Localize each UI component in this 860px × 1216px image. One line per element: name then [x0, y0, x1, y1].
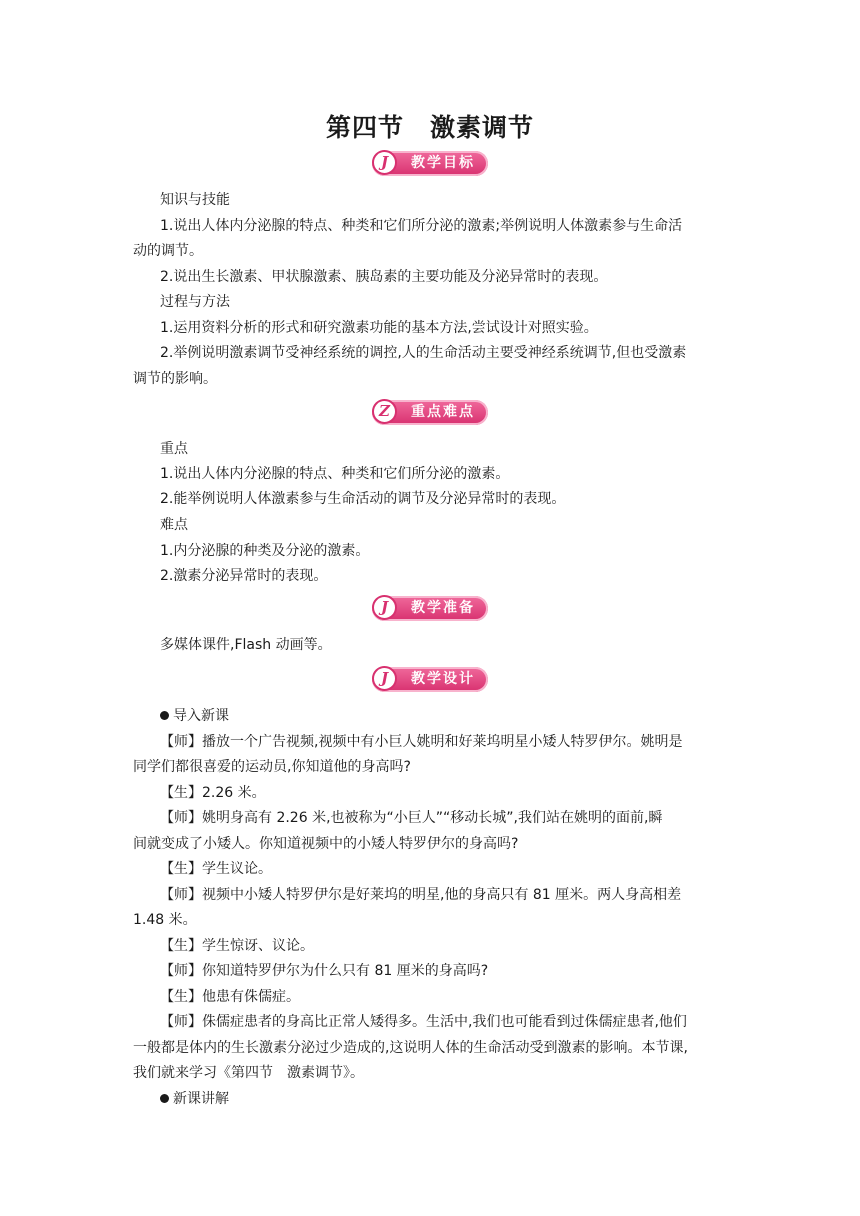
section-label: 导入新课: [173, 708, 229, 724]
paragraph-line: 【师】视频中小矮人特罗伊尔是好莱坞的明星,他的身高只有 81 厘米。两人身高相差: [160, 887, 682, 903]
banner-label: 教学目标: [411, 155, 475, 171]
paragraph-line: 2.举例说明激素调节受神经系统的调控,人的生命活动主要受神经系统调节,但也受激素: [160, 345, 687, 361]
paragraph-line: 动的调节。: [133, 243, 203, 259]
section-banner-teaching-design: [372, 667, 488, 692]
paragraph-line: 1.48 米。: [133, 912, 197, 928]
paragraph-line: 【生】学生惊讶、议论。: [160, 938, 314, 954]
paragraph-line: 【师】播放一个广告视频,视频中有小巨人姚明和好莱坞明星小矮人特罗伊尔。姚明是: [160, 734, 683, 750]
subheading-key-points: 重点: [160, 441, 188, 457]
paragraph-line: 1.内分泌腺的种类及分泌的激素。: [160, 543, 370, 559]
banner-label: 教学准备: [411, 600, 475, 616]
paragraph-line: 多媒体课件,Flash 动画等。: [160, 637, 332, 653]
paragraph-line: 调节的影响。: [133, 371, 217, 387]
paragraph-line: 【师】姚明身高有 2.26 米,也被称为“小巨人”“移动长城”,我们站在姚明的面前,瞬: [160, 810, 663, 826]
paragraph-line: 2.激素分泌异常时的表现。: [160, 568, 328, 584]
banner-letter-icon: J: [372, 595, 397, 620]
subheading-difficulties: 难点: [160, 517, 188, 533]
paragraph-line: 同学们都很喜爱的运动员,你知道他的身高吗?: [133, 759, 411, 775]
paragraph-line: 1.说出人体内分泌腺的特点、种类和它们所分泌的激素。: [160, 466, 510, 482]
paragraph-line: 【生】学生议论。: [160, 861, 272, 877]
paragraph-line: 1.说出人体内分泌腺的特点、种类和它们所分泌的激素;举例说明人体激素参与生命活: [160, 218, 683, 234]
paragraph-line: 2.说出生长激素、甲状腺激素、胰岛素的主要功能及分泌异常时的表现。: [160, 269, 608, 285]
section-banner-teaching-prep: [372, 596, 488, 621]
paragraph-line: 1.运用资料分析的形式和研究激素功能的基本方法,尝试设计对照实验。: [160, 320, 598, 336]
page-title: 第四节 激素调节: [325, 113, 534, 142]
paragraph-line: 我们就来学习《第四节 激素调节》。: [133, 1065, 364, 1081]
section-banner-key-points: [372, 400, 488, 425]
paragraph-line: 一般都是体内的生长激素分泌过少造成的,这说明人体的生命活动受到激素的影响。本节课,: [133, 1040, 688, 1056]
paragraph-line: 【师】你知道特罗伊尔为什么只有 81 厘米的身高吗?: [160, 963, 489, 979]
banner-letter-icon: J: [372, 150, 397, 175]
banner-letter-icon: J: [372, 666, 397, 691]
subheading-knowledge-skills: 知识与技能: [160, 192, 230, 208]
bullet-dot-icon: [160, 1094, 169, 1103]
paragraph-line: 【师】侏儒症患者的身高比正常人矮得多。生活中,我们也可能看到过侏儒症患者,他们: [160, 1014, 687, 1030]
paragraph-line: 间就变成了小矮人。你知道视频中的小矮人特罗伊尔的身高吗?: [133, 836, 519, 852]
banner-letter-icon: Z: [372, 399, 397, 424]
paragraph-line: 【生】2.26 米。: [160, 785, 266, 801]
section-new-lesson-explanation: [160, 1089, 760, 1109]
paragraph-line: 【生】他患有侏儒症。: [160, 989, 300, 1005]
banner-label: 重点难点: [411, 404, 475, 420]
section-label: 新课讲解: [173, 1091, 229, 1107]
section-intro-new-lesson: [160, 706, 760, 726]
bullet-dot-icon: [160, 711, 169, 720]
banner-label: 教学设计: [411, 671, 475, 687]
section-banner-teaching-objectives: [372, 151, 488, 176]
paragraph-line: 2.能举例说明人体激素参与生命活动的调节及分泌异常时的表现。: [160, 491, 566, 507]
subheading-process-method: 过程与方法: [160, 294, 230, 310]
